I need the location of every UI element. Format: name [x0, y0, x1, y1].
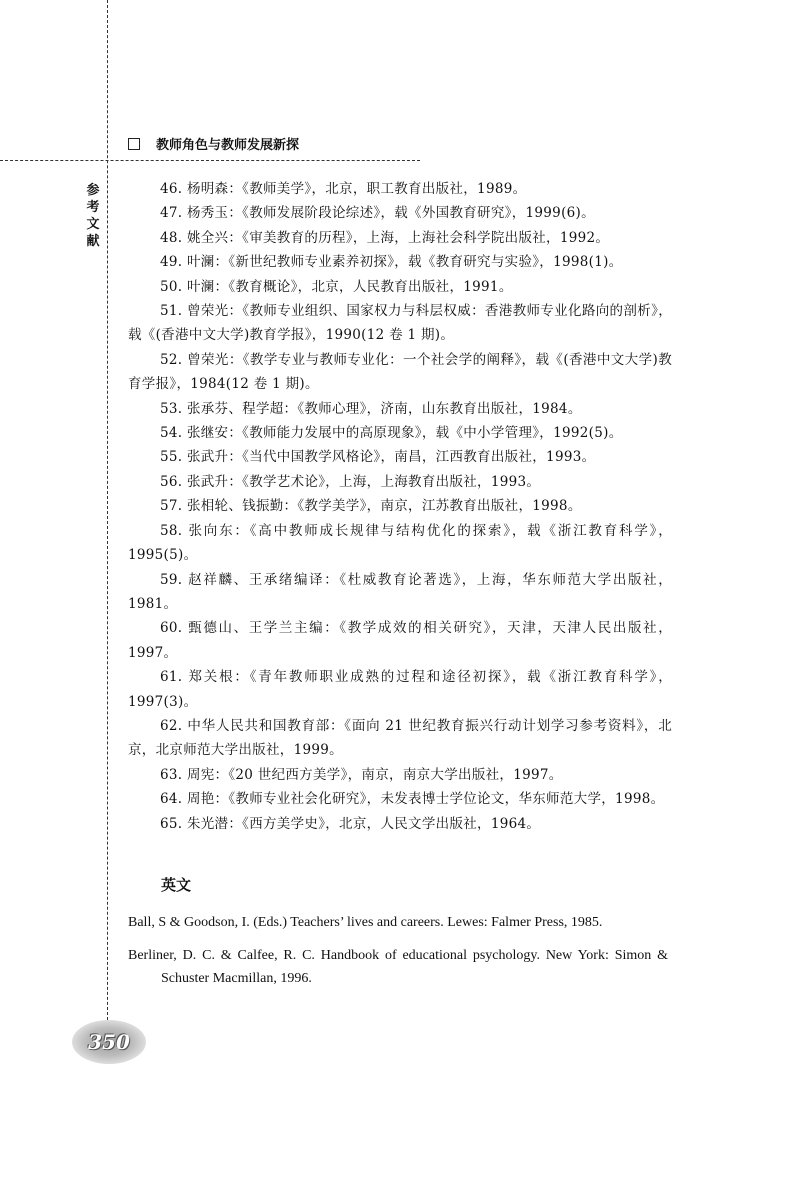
reference-item: 50. 叶澜：《教育概论》，北京，人民教育出版社，1991。	[160, 278, 513, 295]
reference-item: 60. 甄德山、王学兰主编：《教学成效的相关研究》，天津，天津人民出版社，1997。	[128, 620, 672, 661]
english-reference-list	[128, 911, 668, 1000]
reference-item: Ball, S & Goodson, I. (Eds.) Teachers’ lives and careers. Lewes: Falmer Press, 1985.	[128, 915, 603, 930]
reference-item: 62. 中华人民共和国教育部：《面向 21 世纪教育振兴行动计划学习参考资料》，北京，北京师范大学出版社，1999。	[128, 717, 672, 759]
reference-item: 48. 姚全兴：《审美教育的历程》，上海，上海社会科学院出版社，1992。	[160, 229, 610, 246]
reference-item: 51. 曾荣光：《教师专业组织、国家权力与科层权威：香港教师专业化路向的剖析》，载《(香港中文大学)教育学报》，1990(12 卷 1 期)。	[128, 303, 672, 344]
running-header-title: 教师角色与教师发展新探	[156, 138, 300, 153]
reference-item: 65. 朱光潜：《西方美学史》，北京，人民文学出版社，1964。	[160, 815, 541, 832]
reference-item: 59. 赵祥麟、王承绪编译：《杜威教育论著选》，上海，华东师范大学出版社，1981。	[128, 571, 672, 612]
reference-item: 58. 张向东：《高中教师成长规律与结构优化的探索》，载《浙江教育科学》，1995(5)。	[128, 522, 672, 564]
chinese-reference-list	[128, 177, 672, 836]
running-header	[128, 134, 299, 153]
reference-item: 53. 张承芬、程学超：《教师心理》，济南，山东教育出版社，1984。	[160, 400, 582, 417]
reference-item: Berliner, D. C. & Calfee, R. C. Handbook of educational psychology. New York: Simon & Schuster Macmillan, 1996.	[128, 948, 668, 986]
header-dashed-horizontal-line	[0, 160, 420, 161]
reference-item: 63. 周宪：《20 世纪西方美学》，南京，南京大学出版社，1997。	[160, 766, 563, 783]
side-section-label: 参考文献	[86, 183, 100, 249]
reference-item: 49. 叶澜：《新世纪教师专业素养初探》，载《教育研究与实验》，1998(1)。	[160, 254, 623, 271]
reference-item: 54. 张继安：《教师能力发展中的高原现象》，载《中小学管理》，1992(5)。	[160, 425, 623, 442]
page-number: 350	[88, 1030, 130, 1054]
margin-dashed-vertical-line	[107, 0, 108, 1040]
reference-item: 52. 曾荣光：《教学专业与教师专业化：一个社会学的阐释》，载《(香港中文大学)教育学报》，1984(12 卷 1 期)。	[128, 351, 672, 393]
section-heading-english: 英文	[161, 876, 192, 894]
reference-item: 55. 张武升：《当代中国教学风格论》，南昌，江西教育出版社，1993。	[160, 449, 596, 466]
reference-item: 56. 张武升：《教学艺术论》，上海，上海教育出版社，1993。	[160, 473, 541, 490]
reference-item: 64. 周艳：《教师专业社会化研究》，未发表博士学位论文，华东师范大学，1998。	[160, 791, 665, 808]
square-bullet-icon	[128, 138, 140, 150]
reference-item: 47. 杨秀玉：《教师发展阶段论综述》，载《外国教育研究》，1999(6)。	[160, 205, 595, 222]
reference-item: 57. 张相轮、钱振勤：《教学美学》，南京，江苏教育出版社，1998。	[160, 498, 582, 515]
page-number-badge	[72, 1020, 146, 1064]
reference-item: 46. 杨明森：《教师美学》，北京，职工教育出版社，1989。	[160, 181, 527, 197]
reference-item: 61. 郑关根：《青年教师职业成熟的过程和途径初探》，载《浙江教育科学》，1997(3)。	[128, 669, 672, 710]
